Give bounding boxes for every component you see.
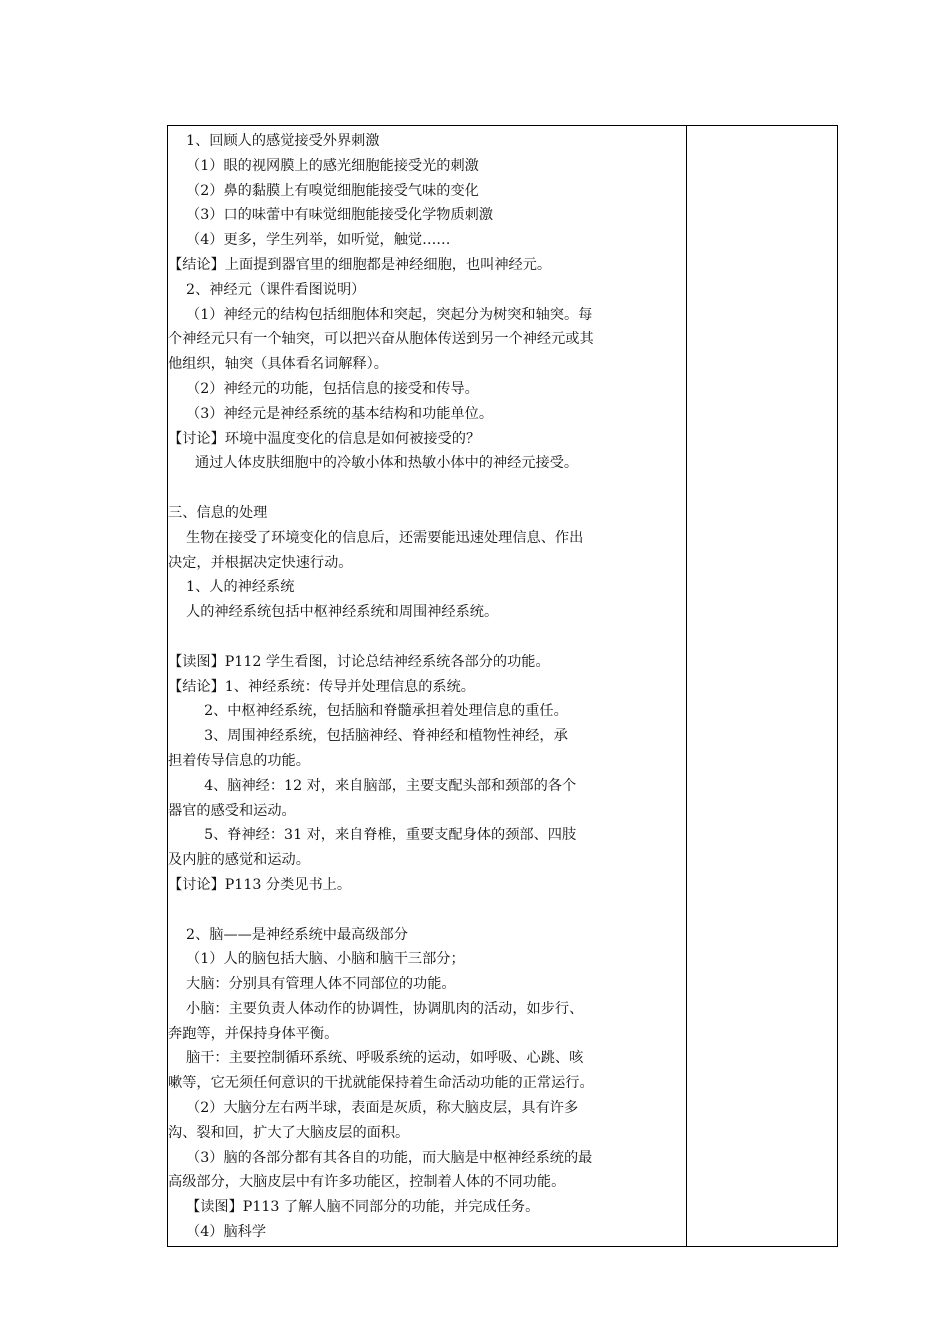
text-line: 器官的感受和运动。 (168, 802, 296, 819)
text-line: 2、中枢神经系统，包括脑和脊髓承担着处理信息的重任。 (168, 703, 568, 720)
lesson-content-cell (168, 126, 680, 1245)
text-line: 担着传导信息的功能。 (168, 752, 310, 769)
text-line: （3）口的味蕾中有味觉细胞能接受化学物质刺激 (168, 207, 494, 224)
text-line: （1）神经元的结构包括细胞体和突起，突起分为树突和轴突。每 (168, 306, 593, 323)
text-line: （2）鼻的黏膜上有嗅觉细胞能接受气味的变化 (168, 182, 479, 199)
text-line: 1、人的神经系统 (168, 579, 295, 596)
blank-line (168, 898, 680, 923)
text-line: 大脑：分别具有管理人体不同部位的功能。 (168, 976, 456, 993)
text-line: 个神经元只有一个轴突，可以把兴奋从胞体传送到另一个神经元或其 (168, 331, 594, 348)
text-line: 脑干：主要控制循环系统、呼吸系统的运动，如呼吸、心跳、咳 (168, 1050, 584, 1067)
text-line: 【结论】上面提到器官里的细胞都是神经细胞，也叫神经元。 (168, 256, 552, 273)
text-line: 4、脑神经：12 对，来自脑部，主要支配头部和颈部的各个 (168, 777, 577, 794)
text-line: 【讨论】P113 分类见书上。 (168, 876, 352, 893)
text-line: 2、脑——是神经系统中最高级部分 (168, 926, 408, 943)
text-line: 【读图】P112 学生看图，讨论总结神经系统各部分的功能。 (168, 653, 550, 670)
text-line: 【讨论】环境中温度变化的信息是如何被接受的？ (168, 430, 481, 447)
text-line: 高级部分，大脑皮层中有许多功能区，控制着人体的不同功能。 (168, 1174, 566, 1191)
blank-line (168, 476, 680, 501)
text-line: （1）人的脑包括大脑、小脑和脑干三部分； (168, 951, 465, 968)
text-line: 2、神经元（课件看图说明） (168, 281, 366, 298)
text-line: （4）更多，学生列举，如听觉，触觉…… (168, 232, 451, 249)
text-line: 1、回顾人的感觉接受外界刺激 (168, 133, 380, 149)
text-line: 【结论】1、神经系统：传导并处理信息的系统。 (168, 678, 475, 695)
text-line: 沟、裂和回，扩大了大脑皮层的面积。 (168, 1124, 410, 1141)
lesson-table (167, 125, 838, 1247)
text-line: （3）神经元是神经系统的基本结构和功能单位。 (168, 405, 494, 422)
text-line: （1）眼的视网膜上的感光细胞能接受光的刺激 (168, 157, 479, 174)
text-line: 三、信息的处理 (168, 504, 268, 521)
blank-line (168, 625, 680, 650)
text-line: 3、周围神经系统，包括脑神经、脊神经和植物性神经，承 (168, 728, 568, 745)
text-line: 【读图】P113 了解人脑不同部分的功能，并完成任务。 (168, 1199, 540, 1216)
text-line: （3）脑的各部分都有其各自的功能，而大脑是中枢神经系统的最 (168, 1149, 593, 1166)
text-line: 及内脏的感觉和运动。 (168, 852, 310, 869)
text-line: 决定，并根据决定快速行动。 (168, 554, 353, 571)
text-line: 奔跑等，并保持身体平衡。 (168, 1025, 339, 1042)
text-line: 小脑：主要负责人体动作的协调性，协调肌肉的活动，如步行、 (168, 1000, 584, 1017)
text-line: 通过人体皮肤细胞中的冷敏小体和热敏小体中的神经元接受。 (168, 455, 579, 472)
text-line: （4）脑科学 (168, 1224, 267, 1241)
text-line: 他组织，轴突（具体看名词解释）。 (168, 356, 388, 373)
text-line: 生物在接受了环境变化的信息后，还需要能迅速处理信息、作出 (168, 529, 584, 546)
text-line: 人的神经系统包括中枢神经系统和周围神经系统。 (168, 604, 499, 621)
text-line: （2）神经元的功能，包括信息的接受和传导。 (168, 380, 479, 397)
text-line: 5、脊神经：31 对，来自脊椎，重要支配身体的颈部、四肢 (168, 827, 577, 844)
text-line: （2）大脑分左右两半球，表面是灰质，称大脑皮层，具有许多 (168, 1100, 579, 1117)
text-line: 嗽等，它无须任何意识的干扰就能保持着生命活动功能的正常运行。 (168, 1075, 594, 1092)
notes-column-cell (687, 126, 837, 1246)
